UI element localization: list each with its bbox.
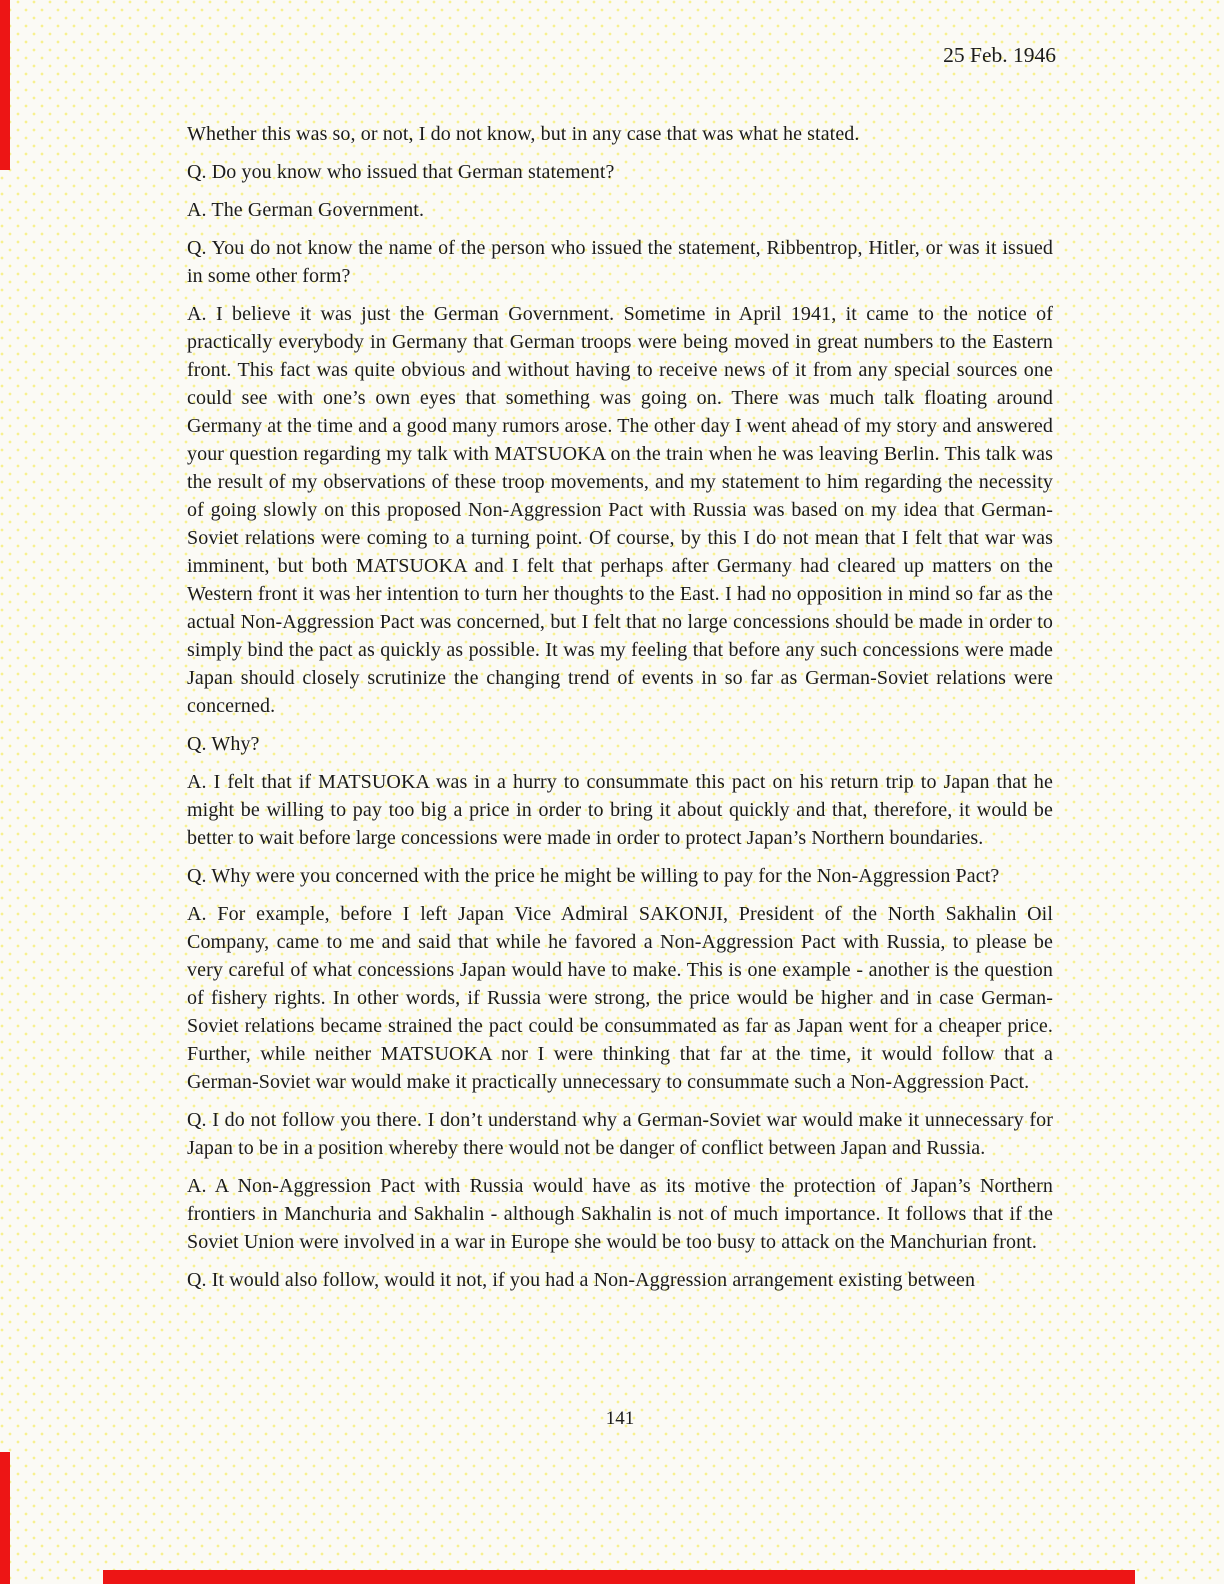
red-edge-mark-bottom (103, 1570, 1135, 1584)
red-edge-mark-bottom-left (0, 1452, 10, 1584)
header-date: 25 Feb. 1946 (943, 43, 1056, 67)
transcript-paragraph: Q. I do not follow you there. I don’t understand why a German-Soviet war would make it unnecessary for Japan to be in a position whereby there would not be danger of conflict between Japan and Russia. (187, 1109, 1053, 1159)
transcript-paragraph: A. For example, before I left Japan Vice Admiral SAKONJI, President of the North Sakhalin Oil Company, came to me and said that while he favored a Non-Aggression Pact with Russia, to please be very careful of what concessions Japan would have to make. This is one example - another is the question of fishery rights. In other words, if Russia were strong, the price would be higher and in case German-Soviet relations became strained the pact could be consummated as far as Japan went for a cheaper price. Further, while neither MATSUOKA nor I were thinking that far at the time, it would follow that a German-Soviet war would make it practically unnecessary to consummate such a Non-Aggression Pact. (187, 903, 1053, 1093)
transcript-paragraph: A. A Non-Aggression Pact with Russia would have as its motive the protection of Japan’s Northern frontiers in Manchuria and Sakhalin - although Sakhalin is not of much importance. It follows that if the Soviet Union were involved in a war in Europe she would be too busy to attack on the Manchurian front. (187, 1175, 1053, 1253)
transcript-paragraph: Q. You do not know the name of the person who issued the statement, Ribbentrop, Hitler, or was it issued in some other form? (187, 237, 1053, 287)
page-number: 141 (605, 1408, 635, 1429)
transcript-paragraph: A. I felt that if MATSUOKA was in a hurry to consummate this pact on his return trip to Japan that he might be willing to pay too big a price in order to bring it about quickly and that, therefore, it would be better to wait before large concessions were made in order to protect Japan’s Northern boundaries. (187, 771, 1053, 849)
transcript-paragraph: Q. Why? (187, 733, 260, 755)
transcript-paragraph: A. I believe it was just the German Government. Sometime in April 1941, it came to the notice of practically everybody in Germany that German troops were being moved in great numbers to the Eastern front. This fact was quite obvious and without having to receive news of it from any special sources one could see with one’s own eyes that something was going on. There was much talk floating around Germany at the time and a good many rumors arose. The other day I went ahead of my story and answered your question regarding my talk with MATSUOKA on the train when he was leaving Berlin. This talk was the result of my observations of these troop movements, and my statement to him regarding the necessity of going slowly on this proposed Non-Aggression Pact with Russia was based on my idea that German-Soviet relations were coming to a turning point. Of course, by this I do not mean that I felt that war was imminent, but both MATSUOKA and I felt that perhaps after Germany had cleared up matters on the Western front it was her intention to turn her thoughts to the East. I had no opposition in mind so far as the actual Non-Aggression Pact was concerned, but I felt that no large concessions should be made in order to simply bind the pact as quickly as possible. It was my feeling that before any such concessions were made Japan should closely scrutinize the changing trend of events in so far as German-Soviet relations were concerned. (187, 303, 1053, 717)
transcript-paragraph: Q. Why were you concerned with the price he might be willing to pay for the Non-Aggression Pact? (187, 865, 1000, 887)
transcript-paragraph: Whether this was so, or not, I do not know, but in any case that was what he stated. (187, 123, 860, 145)
transcript-body (187, 120, 1053, 1294)
transcript-paragraph: A. The German Government. (187, 199, 425, 221)
red-edge-mark-top-left (0, 0, 10, 170)
transcript-paragraph: Q. It would also follow, would it not, if you had a Non-Aggression arrangement existing between (187, 1269, 976, 1291)
transcript-paragraph: Q. Do you know who issued that German statement? (187, 161, 615, 183)
